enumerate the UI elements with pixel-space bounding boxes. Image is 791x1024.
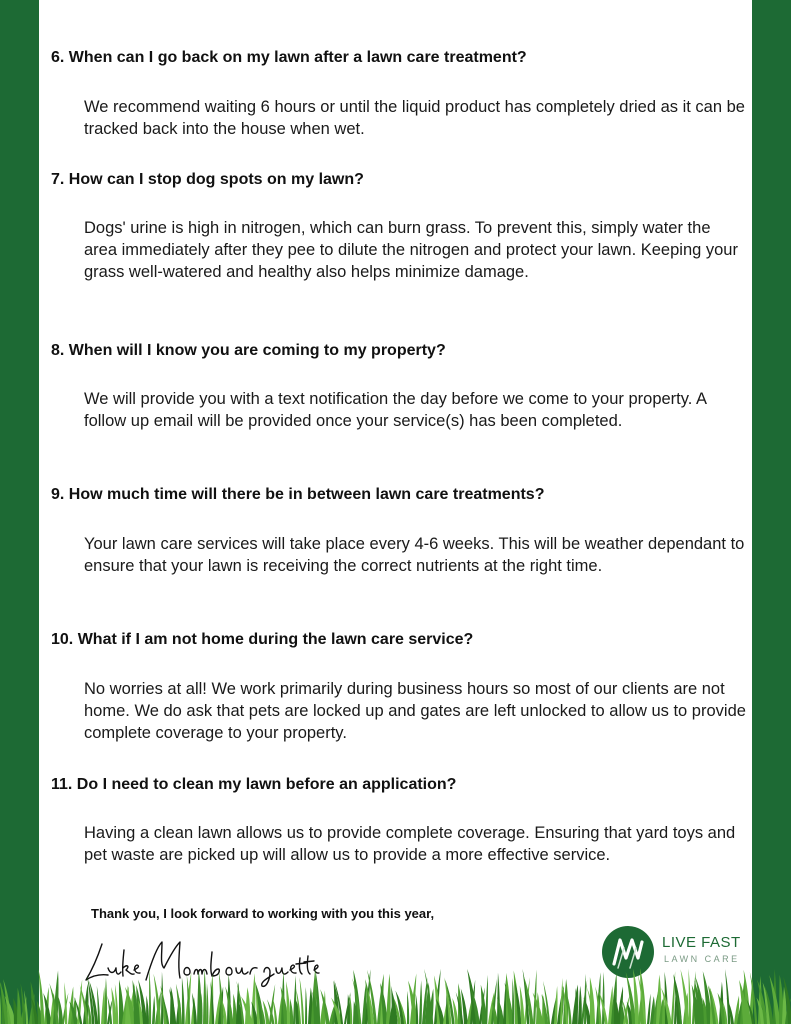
faq-answer-10: No worries at all! We work primarily during business hours so most of our clients are not home. We do ask that pets are locked up and gates are left unlocked to allow us to provide complete coverage to your property. <box>84 680 746 742</box>
logo-line1: LIVE FAST <box>662 934 741 951</box>
faq-question-6: 6. When can I go back on my lawn after a lawn care treatment? <box>51 49 527 66</box>
grass-border <box>0 964 791 1024</box>
faq-question-9: 9. How much time will there be in between lawn care treatments? <box>51 486 545 503</box>
logo-line2: LAWN CARE <box>664 954 740 964</box>
faq-answer-8: We will provide you with a text notification the day before we come to your property. A follow up email will be provided once your service(s) has been completed. <box>84 390 707 430</box>
faq-answer-11: Having a clean lawn allows us to provide complete coverage. Ensuring that yard toys and pet waste are picked up will allow us to provide a more effective service. <box>84 824 736 864</box>
right-green-border <box>752 0 791 1024</box>
faq-answer-7: Dogs' urine is high in nitrogen, which can burn grass. To prevent this, simply water the area immediately after they pee to dilute the nitrogen and protect your lawn. Keeping your grass well-watered and healthy also helps minimize damage. <box>84 219 738 281</box>
faq-answer-6: We recommend waiting 6 hours or until the liquid product has completely dried as it can be tracked back into the house when wet. <box>84 98 745 138</box>
left-green-border <box>0 0 39 1024</box>
faq-question-7: 7. How can I stop dog spots on my lawn? <box>51 171 364 188</box>
faq-question-8: 8. When will I know you are coming to my property? <box>51 342 446 359</box>
faq-question-11: 11. Do I need to clean my lawn before an application? <box>51 776 457 793</box>
faq-question-10: 10. What if I am not home during the lawn care service? <box>51 631 474 648</box>
faq-answer-9: Your lawn care services will take place every 4-6 weeks. This will be weather dependant to ensure that your lawn is receiving the correct nutrients at the right time. <box>84 535 745 575</box>
page-sheet <box>39 0 752 1024</box>
closing-thanks: Thank you, I look forward to working with you this year, <box>91 906 435 921</box>
